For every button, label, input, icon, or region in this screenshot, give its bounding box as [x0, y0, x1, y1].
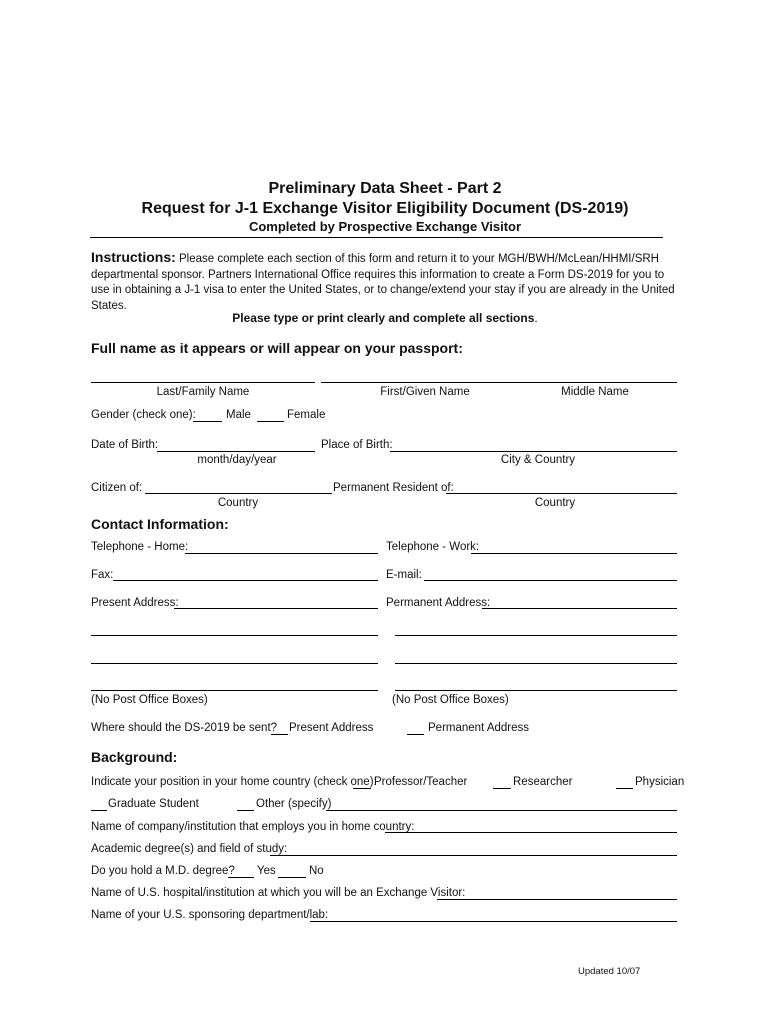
dob-caption: month/day/year	[197, 454, 277, 466]
present-address-checkbox[interactable]	[271, 734, 288, 735]
present-address-label: Present Address:	[91, 597, 179, 609]
emphasis-line: Please type or print clearly and complete all sections.	[232, 311, 538, 325]
present-address-line-2[interactable]	[91, 635, 378, 636]
male-label: Male	[226, 409, 251, 421]
opt-present-label: Present Address	[289, 722, 374, 734]
instructions-text: Please complete each section of this form and return it to your MGH/BWH/McLean/HHMI/SRH departmental sponsor. Partners International Office requires this information to create a Form DS-2019 for you to use in obtaining a J-1 visa to enter the United States, or to change/extend your stay if you are already in the United States.	[91, 253, 675, 312]
email-field[interactable]	[424, 580, 677, 581]
citizen-field[interactable]	[145, 493, 332, 494]
researcher-label: Researcher	[513, 776, 573, 788]
no-po-note-right: (No Post Office Boxes)	[392, 694, 509, 706]
employer-label: Name of company/institution that employs you in home country:	[91, 821, 415, 833]
instructions	[91, 250, 681, 314]
position-label: Indicate your position in your home country (check one):	[91, 776, 377, 788]
gender-label: Gender (check one):	[91, 409, 196, 421]
dob-field[interactable]	[157, 451, 315, 452]
grad-student-label: Graduate Student	[108, 798, 199, 810]
permanent-address-line-2[interactable]	[395, 635, 677, 636]
first-name-caption: First/Given Name	[380, 386, 470, 398]
no-po-note-left: (No Post Office Boxes)	[91, 694, 208, 706]
md-yes-checkbox[interactable]	[228, 877, 254, 878]
permanent-address-line-1[interactable]	[482, 608, 677, 609]
ds-sent-label: Where should the DS-2019 be sent?	[91, 722, 278, 734]
tel-work-label: Telephone - Work:	[386, 541, 480, 553]
other-label: Other (specify)	[256, 798, 332, 810]
degrees-label: Academic degree(s) and field of study:	[91, 843, 288, 855]
professor-label: Professor/Teacher	[374, 776, 468, 788]
md-question-label: Do you hold a M.D. degree?	[91, 865, 235, 877]
present-address-line-3[interactable]	[91, 663, 378, 664]
dob-label: Date of Birth:	[91, 439, 159, 451]
citizen-caption: Country	[217, 497, 259, 509]
form-subtitle-2: Completed by Prospective Exchange Visitor	[248, 219, 522, 234]
other-specify-field[interactable]	[326, 810, 677, 811]
female-checkbox[interactable]	[257, 421, 284, 422]
fax-field[interactable]	[113, 580, 378, 581]
last-name-field[interactable]	[91, 382, 315, 383]
physician-label: Physician	[635, 776, 685, 788]
tel-home-field[interactable]	[185, 553, 378, 554]
place-of-birth-label: Place of Birth:	[321, 439, 393, 451]
citizen-label: Citizen of:	[91, 482, 143, 494]
form-title: Preliminary Data Sheet - Part 2	[268, 180, 502, 197]
updated-note: Updated 10/07	[578, 966, 641, 977]
tel-home-label: Telephone - Home:	[91, 541, 189, 553]
present-address-line-1[interactable]	[174, 608, 378, 609]
degrees-field[interactable]	[270, 855, 677, 856]
form-subtitle: Request for J-1 Exchange Visitor Eligibility Document (DS-2019)	[141, 200, 629, 217]
physician-checkbox[interactable]	[616, 788, 633, 789]
last-name-caption: Last/Family Name	[156, 386, 250, 398]
grad-student-checkbox[interactable]	[91, 810, 107, 811]
opt-permanent-label: Permanent Address	[428, 722, 530, 734]
tel-work-field[interactable]	[471, 553, 677, 554]
resident-caption: Country	[534, 497, 576, 509]
first-middle-name-field[interactable]	[321, 382, 677, 383]
resident-field[interactable]	[446, 493, 677, 494]
middle-name-caption: Middle Name	[561, 386, 629, 398]
us-hospital-field[interactable]	[437, 899, 677, 900]
background-heading: Background:	[91, 749, 178, 765]
other-checkbox[interactable]	[237, 810, 254, 811]
emphasis-text: Please type or print clearly and complete all sections	[232, 311, 535, 325]
professor-checkbox[interactable]	[353, 788, 371, 789]
male-checkbox[interactable]	[193, 421, 222, 422]
email-label: E-mail:	[386, 569, 422, 581]
present-address-line-4[interactable]	[91, 690, 378, 691]
sponsor-dept-field[interactable]	[310, 921, 677, 922]
md-no-label: No	[309, 865, 324, 877]
employer-field[interactable]	[385, 832, 677, 833]
header-rule	[90, 237, 663, 238]
female-label: Female	[287, 409, 326, 421]
sponsor-dept-label: Name of your U.S. sponsoring department/lab:	[91, 909, 329, 921]
fax-label: Fax:	[91, 569, 114, 581]
name-heading: Full name as it appears or will appear on your passport:	[91, 340, 463, 356]
permanent-address-line-3[interactable]	[395, 663, 677, 664]
permanent-address-checkbox[interactable]	[407, 734, 424, 735]
place-caption: City & Country	[500, 454, 576, 466]
permanent-address-label: Permanent Address:	[386, 597, 491, 609]
md-no-checkbox[interactable]	[278, 877, 306, 878]
us-hospital-label: Name of U.S. hospital/institution at which you will be an Exchange Visitor:	[91, 887, 466, 899]
contact-heading: Contact Information:	[91, 516, 229, 532]
place-of-birth-field[interactable]	[390, 451, 677, 452]
md-yes-label: Yes	[257, 865, 276, 877]
instructions-label: Instructions:	[91, 249, 176, 265]
researcher-checkbox[interactable]	[493, 788, 511, 789]
resident-label: Permanent Resident of:	[333, 482, 454, 494]
permanent-address-line-4[interactable]	[395, 690, 677, 691]
